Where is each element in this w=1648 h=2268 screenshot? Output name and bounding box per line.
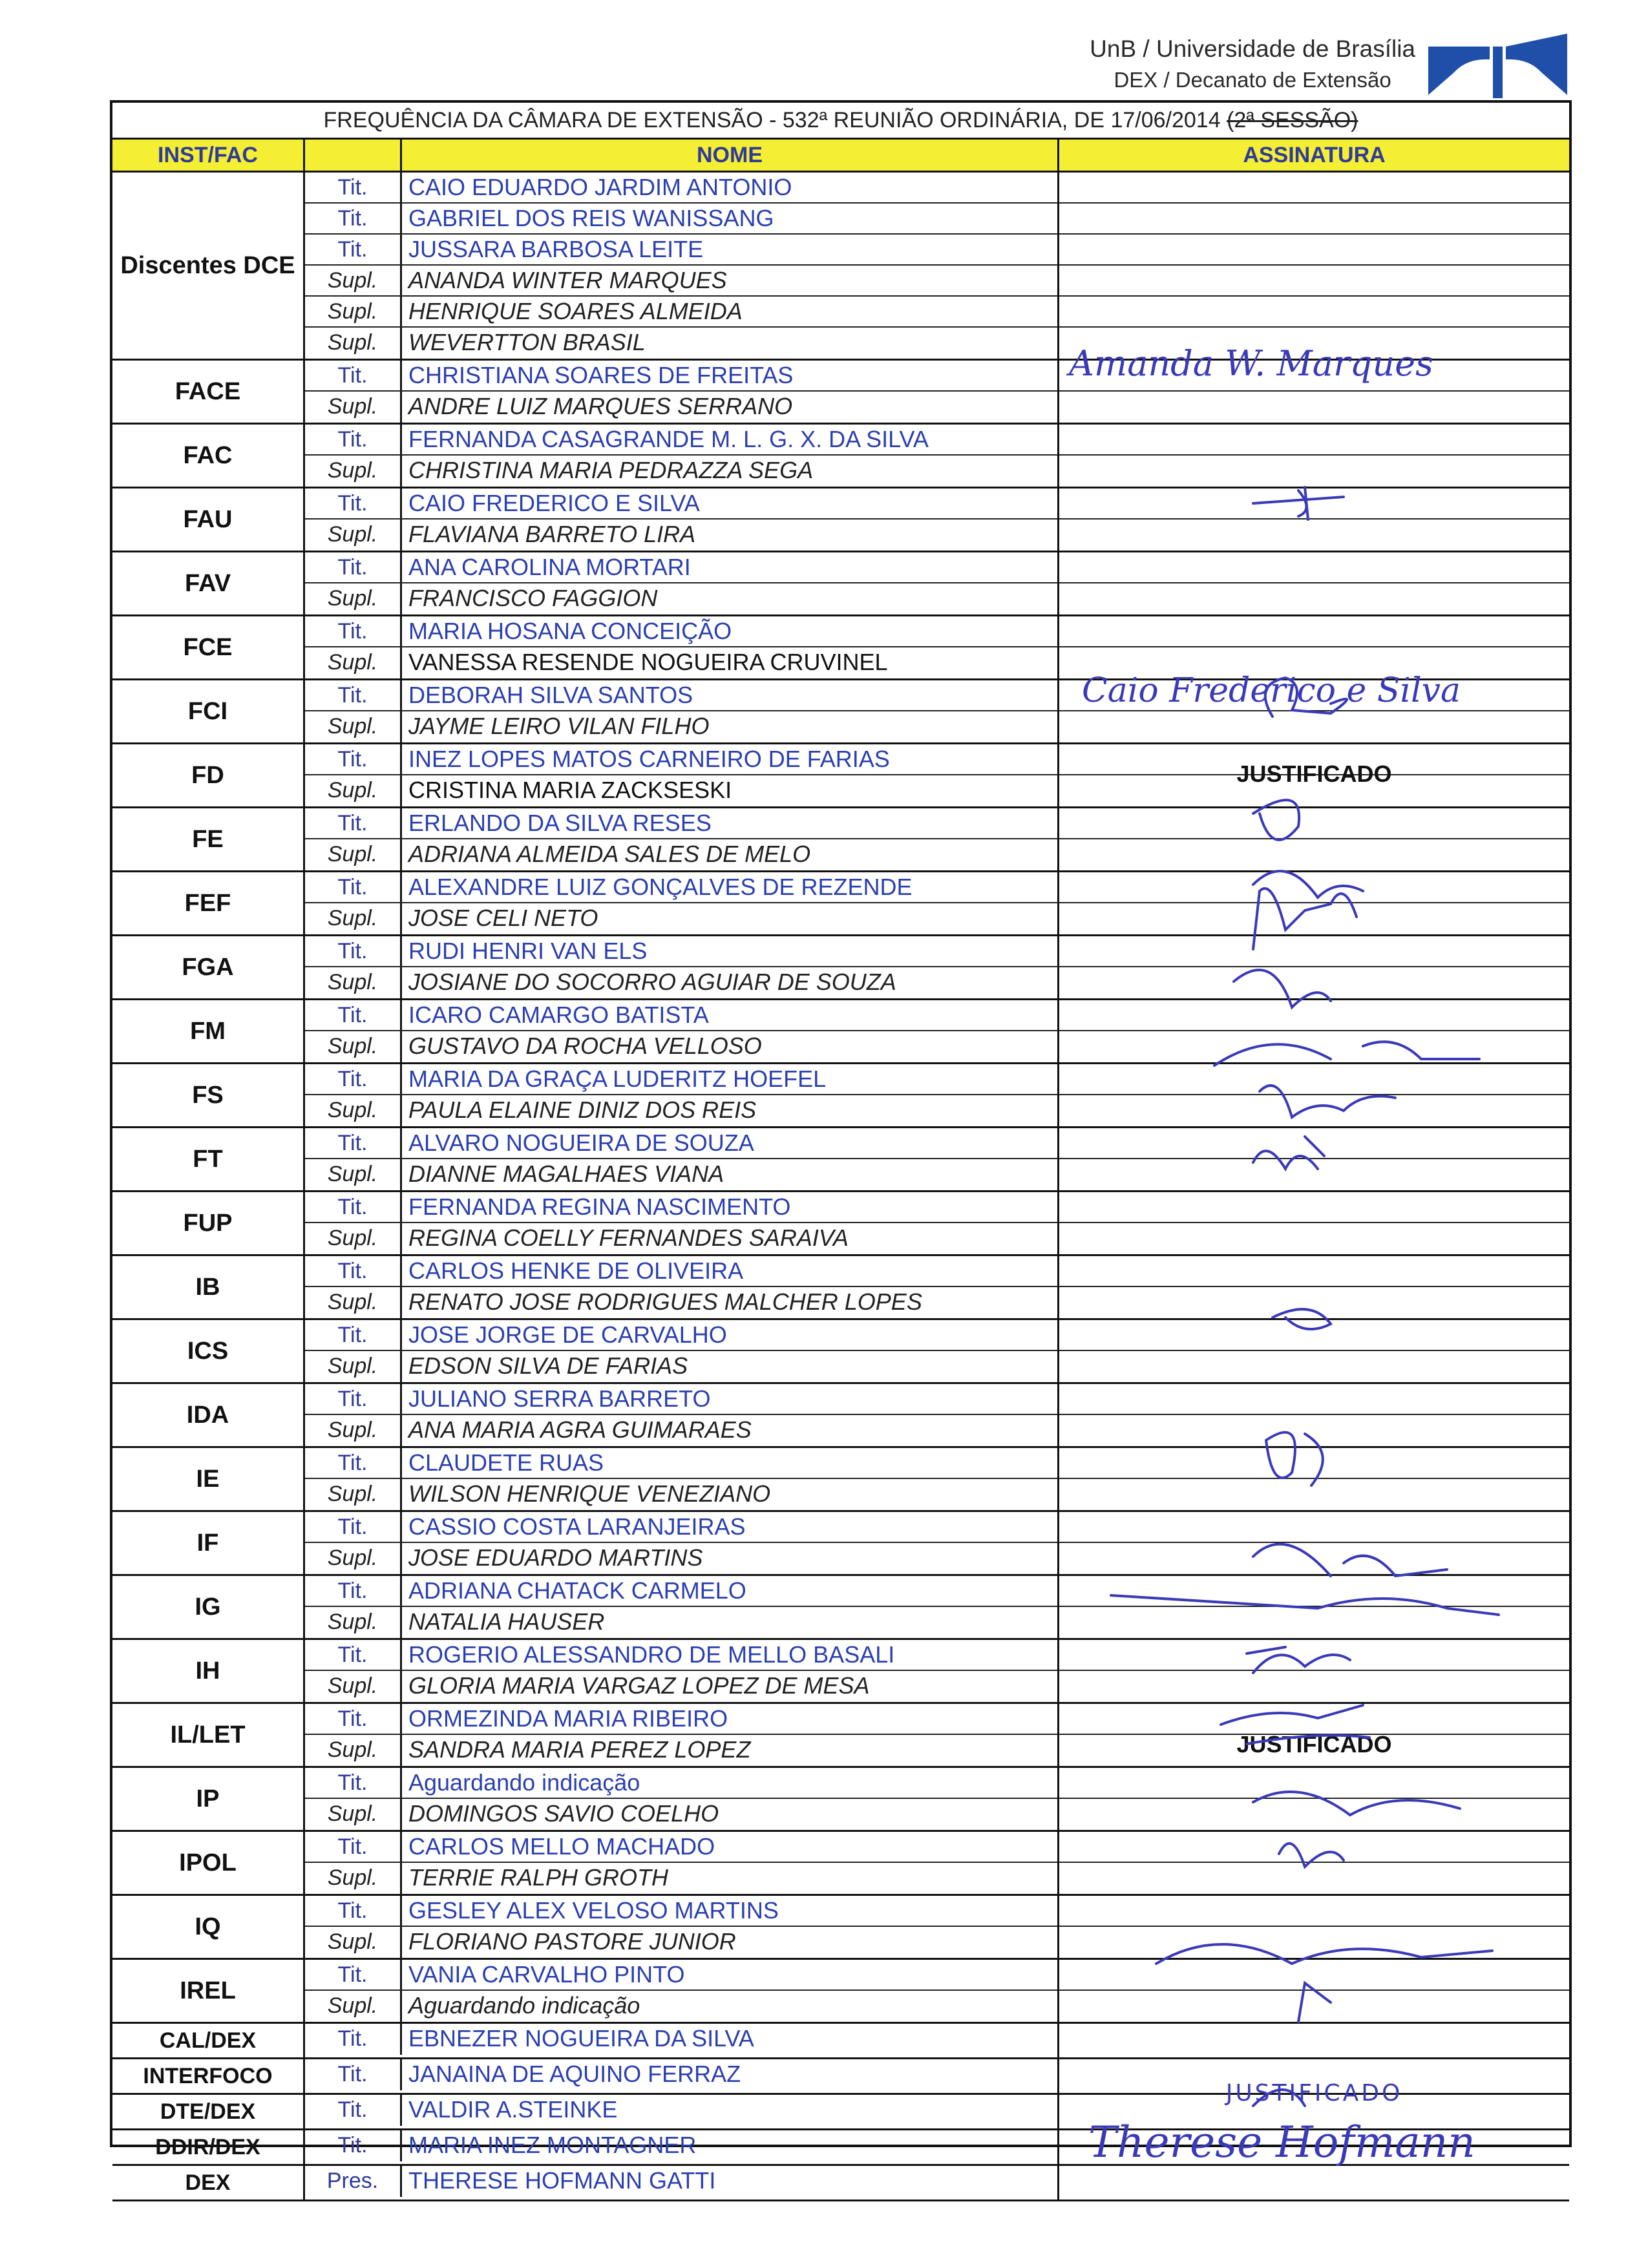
member-name: FLAVIANA BARRETO LIRA: [408, 521, 696, 547]
member-row: [305, 1512, 1057, 1543]
member-role: Tit.: [305, 552, 402, 582]
member-name: SANDRA MARIA PEREZ LOPEZ: [408, 1736, 751, 1763]
member-row: [305, 2059, 1057, 2090]
member-name: VANIA CARVALHO PINTO: [408, 1961, 685, 1988]
member-rows: [305, 488, 1059, 551]
member-row: [305, 328, 1057, 359]
member-role: Pres.: [305, 2166, 402, 2197]
member-row: [305, 2130, 1057, 2161]
member-name: VALDIR A.STEINKE: [408, 2096, 618, 2123]
member-row: [305, 583, 1057, 614]
org-line-1: UnB / Universidade de Brasília: [1090, 36, 1415, 62]
justificado-handwritten-mark: JUSTIFICADO: [1225, 2080, 1403, 2106]
institution-cell: IQ: [112, 1896, 305, 1958]
member-name: CHRISTIANA SOARES DE FREITAS: [408, 362, 794, 388]
col-name-header: NOME: [402, 140, 1059, 171]
institution-cell: IL/LET: [112, 1704, 305, 1766]
member-row: [305, 936, 1057, 967]
member-name: JULIANO SERRA BARRETO: [408, 1385, 711, 1412]
institution-cell: FAC: [112, 425, 305, 487]
institution-cell: CAL/DEX: [112, 2024, 305, 2057]
member-role: Supl.: [305, 1287, 402, 1318]
member-role: Tit.: [305, 2024, 402, 2055]
signature-cell[interactable]: [1059, 2166, 1569, 2200]
member-role: Supl.: [305, 967, 402, 998]
member-rows: [305, 1896, 1059, 1958]
member-name: WILSON HENRIQUE VENEZIANO: [408, 1480, 771, 1507]
member-role: Supl.: [305, 1415, 402, 1446]
institution-cell: ICS: [112, 1320, 305, 1382]
unb-logo-icon: [1428, 34, 1567, 98]
member-row: [305, 2024, 1057, 2055]
member-name: DIANNE MAGALHAES VIANA: [408, 1160, 724, 1187]
member-name: ADRIANA ALMEIDA SALES DE MELO: [408, 841, 811, 867]
member-name: GESLEY ALEX VELOSO MARTINS: [408, 1897, 779, 1924]
member-row: [305, 808, 1057, 839]
title-main: FREQUÊNCIA DA CÂMARA DE EXTENSÃO - 532ª REUNIÃO ORDINÁRIA, DE 17/06/2014: [323, 108, 1221, 132]
member-row: [305, 1095, 1057, 1126]
member-row: [305, 1960, 1057, 1991]
institution-cell: INTERFOCO: [112, 2059, 305, 2093]
member-role: Supl.: [305, 1799, 402, 1830]
member-role: Tit.: [305, 1704, 402, 1734]
member-name: ANANDA WINTER MARQUES: [408, 267, 727, 293]
member-role: Supl.: [305, 711, 402, 742]
signature-ananda: Amanda W. Marques: [1069, 343, 1433, 384]
member-name: HENRIQUE SOARES ALMEIDA: [408, 298, 743, 324]
member-name: CASSIO COSTA LARANJEIRAS: [408, 1513, 746, 1540]
col-role-header: [305, 140, 402, 171]
member-role: Tit.: [305, 488, 402, 518]
member-rows: [305, 173, 1059, 359]
institution-cell: IF: [112, 1512, 305, 1574]
member-rows: [305, 1000, 1059, 1062]
member-row: [305, 1159, 1057, 1190]
member-role: Tit.: [305, 1448, 402, 1478]
member-rows: [305, 1384, 1059, 1446]
institution-cell: DTE/DEX: [112, 2095, 305, 2128]
member-name: GUSTAVO DA ROCHA VELLOSO: [408, 1033, 762, 1059]
institution-cell: Discentes DCE: [112, 173, 305, 359]
member-row: [305, 1671, 1057, 1702]
member-role: Tit.: [305, 936, 402, 966]
member-rows: [305, 744, 1059, 806]
member-name: FERNANDA CASAGRANDE M. L. G. X. DA SILVA: [408, 426, 929, 452]
institution-cell: FAV: [112, 552, 305, 614]
institution-cell: FE: [112, 808, 305, 870]
member-name: ANA MARIA AGRA GUIMARAES: [408, 1416, 752, 1443]
member-role: Tit.: [305, 1256, 402, 1286]
member-row: [305, 1704, 1057, 1735]
member-rows: [305, 872, 1059, 934]
member-row: [305, 297, 1057, 328]
signature-caio-frederico: Caio Frederico e Silva: [1082, 671, 1461, 710]
institution-cell: FACE: [112, 361, 305, 423]
member-name: CHRISTINA MARIA PEDRAZZA SEGA: [408, 457, 814, 483]
signature-therese: Therese Hofmann: [1088, 2117, 1475, 2167]
member-rows: [305, 1832, 1059, 1894]
member-role: Supl.: [305, 1991, 402, 2022]
member-role: Tit.: [305, 1576, 402, 1606]
member-row: [305, 839, 1057, 870]
member-role: Tit.: [305, 1512, 402, 1542]
member-name: CARLOS HENKE DE OLIVEIRA: [408, 1257, 744, 1284]
institution-cell: FM: [112, 1000, 305, 1062]
member-name: ROGERIO ALESSANDRO DE MELLO BASALI: [408, 1641, 895, 1668]
member-row: [305, 616, 1057, 647]
member-rows: [305, 1512, 1059, 1574]
member-role: Supl.: [305, 1607, 402, 1638]
member-name: JUSSARA BARBOSA LEITE: [408, 236, 704, 262]
member-row: [305, 488, 1057, 520]
member-role: Supl.: [305, 1095, 402, 1126]
institution-cell: IH: [112, 1640, 305, 1702]
member-name: Aguardando indicação: [408, 1769, 640, 1796]
member-role: Tit.: [305, 1640, 402, 1670]
member-rows: [305, 1576, 1059, 1638]
member-name: EDSON SILVA DE FARIAS: [408, 1352, 688, 1379]
member-row: [305, 1607, 1057, 1638]
member-name: ANA CAROLINA MORTARI: [408, 554, 691, 580]
justificado-mark: JUSTIFICADO: [1236, 1731, 1392, 1758]
member-row: [305, 1479, 1057, 1510]
member-name: REGINA COELLY FERNANDES SARAIVA: [408, 1224, 849, 1251]
member-role: Tit.: [305, 1384, 402, 1414]
member-role: Supl.: [305, 775, 402, 806]
member-role: Supl.: [305, 839, 402, 870]
member-row: [305, 1384, 1057, 1415]
member-row: [305, 1064, 1057, 1095]
member-row: [305, 1991, 1057, 2022]
institution-cell: FEF: [112, 872, 305, 934]
member-name: Aguardando indicação: [408, 1992, 640, 2019]
member-row: [305, 1576, 1057, 1607]
member-row: [305, 775, 1057, 806]
institution-cell: FS: [112, 1064, 305, 1126]
member-row: [305, 425, 1057, 456]
member-row: [305, 1799, 1057, 1830]
member-row: [305, 744, 1057, 775]
member-name: GABRIEL DOS REIS WANISSANG: [408, 205, 774, 231]
handwritten-signatures: [1059, 167, 1574, 2150]
member-role: Supl.: [305, 1671, 402, 1702]
member-row: [305, 647, 1057, 678]
member-rows: [305, 2024, 1059, 2057]
member-rows: [305, 1256, 1059, 1318]
member-row: [305, 1223, 1057, 1254]
member-name: MARIA HOSANA CONCEIÇÃO: [408, 618, 732, 644]
member-role: Tit.: [305, 1896, 402, 1926]
member-role: Supl.: [305, 583, 402, 614]
member-name: CAIO FREDERICO E SILVA: [408, 490, 700, 516]
member-row: [305, 1832, 1057, 1863]
member-role: Supl.: [305, 456, 402, 487]
member-row: [305, 1543, 1057, 1574]
member-role: Tit.: [305, 744, 402, 774]
member-name: INEZ LOPES MATOS CARNEIRO DE FARIAS: [408, 746, 890, 772]
member-rows: [305, 1704, 1059, 1766]
member-name: MARIA INEZ MONTAGNER: [408, 2132, 697, 2158]
member-rows: [305, 936, 1059, 998]
institution-cell: DDIR/DEX: [112, 2130, 305, 2164]
member-role: Supl.: [305, 1031, 402, 1062]
member-role: Supl.: [305, 1863, 402, 1894]
member-name: FRANCISCO FAGGION: [408, 585, 658, 611]
sheet-title: [112, 103, 1569, 140]
member-name: RUDI HENRI VAN ELS: [408, 938, 648, 964]
member-name: FLORIANO PASTORE JUNIOR: [408, 1928, 736, 1955]
member-rows: [305, 616, 1059, 678]
institution-cell: DEX: [112, 2166, 305, 2200]
member-role: Supl.: [305, 1479, 402, 1510]
member-name: JOSE JORGE DE CARVALHO: [408, 1321, 727, 1348]
member-role: Tit.: [305, 680, 402, 710]
member-name: ANDRE LUIZ MARQUES SERRANO: [408, 393, 793, 419]
member-row: [305, 1896, 1057, 1927]
member-role: Supl.: [305, 647, 402, 678]
member-name: PAULA ELAINE DINIZ DOS REIS: [408, 1097, 757, 1123]
member-role: Tit.: [305, 872, 402, 902]
member-row: [305, 1927, 1057, 1958]
member-row: [305, 266, 1057, 297]
member-row: [305, 1128, 1057, 1159]
member-row: [305, 680, 1057, 711]
member-role: Tit.: [305, 2130, 402, 2161]
member-role: Tit.: [305, 2059, 402, 2090]
member-role: Tit.: [305, 1000, 402, 1030]
member-row: [305, 2166, 1057, 2197]
member-row: [305, 520, 1057, 551]
member-role: Tit.: [305, 2095, 402, 2126]
member-row: [305, 1287, 1057, 1318]
member-row: [305, 456, 1057, 487]
institution-cell: FCI: [112, 680, 305, 742]
member-name: JOSE EDUARDO MARTINS: [408, 1544, 703, 1571]
member-role: Tit.: [305, 1320, 402, 1350]
member-row: [305, 204, 1057, 235]
member-name: ICARO CAMARGO BATISTA: [408, 1002, 709, 1028]
member-name: CLAUDETE RUAS: [408, 1449, 604, 1476]
member-role: Tit.: [305, 361, 402, 390]
member-role: Supl.: [305, 903, 402, 934]
attendance-sheet: [110, 100, 1572, 2195]
member-role: Supl.: [305, 392, 402, 423]
member-role: Supl.: [305, 1735, 402, 1766]
member-role: Tit.: [305, 1768, 402, 1798]
member-name: ADRIANA CHATACK CARMELO: [408, 1577, 746, 1604]
col-inst-header: INST/FAC: [112, 140, 305, 171]
member-rows: [305, 1448, 1059, 1510]
institution-cell: FAU: [112, 488, 305, 551]
justificado-mark: JUSTIFICADO: [1236, 761, 1392, 787]
member-role: Tit.: [305, 808, 402, 838]
member-rows: [305, 2095, 1059, 2128]
member-row: [305, 711, 1057, 742]
member-name: NATALIA HAUSER: [408, 1608, 605, 1635]
org-line-2: DEX / Decanato de Extensão: [1114, 68, 1391, 92]
member-role: Supl.: [305, 1927, 402, 1958]
member-rows: [305, 361, 1059, 423]
member-rows: [305, 1640, 1059, 1702]
member-rows: [305, 1320, 1059, 1382]
member-name: CRISTINA MARIA ZACKSESKI: [408, 777, 732, 803]
member-role: Supl.: [305, 1159, 402, 1190]
member-name: RENATO JOSE RODRIGUES MALCHER LOPES: [408, 1288, 922, 1315]
member-role: Tit.: [305, 1064, 402, 1094]
title-session: (2ª SESSÃO): [1227, 108, 1358, 132]
institution-cell: FT: [112, 1128, 305, 1190]
institution-cell: IB: [112, 1256, 305, 1318]
member-role: Tit.: [305, 1960, 402, 1990]
member-role: Tit.: [305, 1192, 402, 1222]
member-row: [305, 392, 1057, 423]
member-name: WEVERTTON BRASIL: [408, 329, 646, 355]
member-name: JANAINA DE AQUINO FERRAZ: [408, 2061, 741, 2087]
member-rows: [305, 808, 1059, 870]
member-name: ALEXANDRE LUIZ GONÇALVES DE REZENDE: [408, 874, 913, 900]
institution-cell: IPOL: [112, 1832, 305, 1894]
member-row: [305, 1640, 1057, 1671]
member-name: JOSIANE DO SOCORRO AGUIAR DE SOUZA: [408, 969, 896, 995]
member-row: [305, 1031, 1057, 1062]
member-name: MARIA DA GRAÇA LUDERITZ HOEFEL: [408, 1066, 827, 1092]
institution-header: [1090, 34, 1415, 96]
member-name: CAIO EDUARDO JARDIM ANTONIO: [408, 174, 792, 200]
member-role: Supl.: [305, 1223, 402, 1254]
member-name: DOMINGOS SAVIO COELHO: [408, 1800, 719, 1827]
institution-cell: FD: [112, 744, 305, 806]
member-rows: [305, 1128, 1059, 1190]
member-rows: [305, 1064, 1059, 1126]
member-row: [305, 1192, 1057, 1223]
member-row: [305, 1768, 1057, 1799]
member-name: JAYME LEIRO VILAN FILHO: [408, 713, 710, 739]
member-role: Supl.: [305, 1351, 402, 1382]
member-role: Supl.: [305, 520, 402, 551]
member-role: Supl.: [305, 297, 402, 326]
institution-cell: FGA: [112, 936, 305, 998]
member-row: [305, 1000, 1057, 1031]
member-name: THERESE HOFMANN GATTI: [408, 2167, 716, 2194]
member-rows: [305, 2166, 1059, 2200]
member-role: Tit.: [305, 204, 402, 233]
member-rows: [305, 2059, 1059, 2093]
member-row: [305, 361, 1057, 392]
member-row: [305, 1863, 1057, 1894]
member-rows: [305, 1192, 1059, 1254]
institution-cell: FCE: [112, 616, 305, 678]
member-rows: [305, 1960, 1059, 2022]
member-row: [305, 235, 1057, 266]
member-name: ORMEZINDA MARIA RIBEIRO: [408, 1705, 728, 1732]
member-name: VANESSA RESENDE NOGUEIRA CRUVINEL: [408, 649, 888, 675]
member-row: [305, 967, 1057, 998]
member-role: Tit.: [305, 1832, 402, 1862]
member-row: [305, 1320, 1057, 1351]
member-name: EBNEZER NOGUEIRA DA SILVA: [408, 2025, 754, 2052]
member-name: FERNANDA REGINA NASCIMENTO: [408, 1193, 791, 1220]
member-rows: [305, 552, 1059, 614]
member-row: [305, 903, 1057, 934]
member-rows: [305, 425, 1059, 487]
member-role: Supl.: [305, 328, 402, 359]
institution-cell: IREL: [112, 1960, 305, 2022]
member-role: Supl.: [305, 1543, 402, 1574]
institution-cell: IDA: [112, 1384, 305, 1446]
member-name: GLORIA MARIA VARGAZ LOPEZ DE MESA: [408, 1672, 870, 1699]
member-role: Tit.: [305, 173, 402, 202]
member-rows: [305, 680, 1059, 742]
member-role: Tit.: [305, 425, 402, 454]
member-row: [305, 552, 1057, 583]
member-name: TERRIE RALPH GROTH: [408, 1864, 669, 1891]
member-row: [305, 1735, 1057, 1766]
member-name: DEBORAH SILVA SANTOS: [408, 682, 693, 708]
member-row: [305, 872, 1057, 903]
member-name: ERLANDO DA SILVA RESES: [408, 810, 712, 836]
institution-cell: IG: [112, 1576, 305, 1638]
institution-cell: IE: [112, 1448, 305, 1510]
member-role: Tit.: [305, 235, 402, 264]
member-row: [305, 173, 1057, 204]
institution-cell: FUP: [112, 1192, 305, 1254]
member-rows: [305, 2130, 1059, 2164]
member-row: [305, 1415, 1057, 1446]
member-row: [305, 1448, 1057, 1479]
member-role: Supl.: [305, 266, 402, 295]
member-row: [305, 2095, 1057, 2126]
col-signature-header: ASSINATURA: [1243, 142, 1386, 167]
member-name: CARLOS MELLO MACHADO: [408, 1833, 715, 1860]
institution-cell: IP: [112, 1768, 305, 1830]
member-name: JOSE CELI NETO: [408, 905, 598, 931]
member-row: [305, 1256, 1057, 1287]
member-name: ALVARO NOGUEIRA DE SOUZA: [408, 1129, 754, 1156]
member-group: [112, 2166, 1569, 2201]
member-row: [305, 1351, 1057, 1382]
member-role: Tit.: [305, 1128, 402, 1158]
member-rows: [305, 1768, 1059, 1830]
member-role: Tit.: [305, 616, 402, 646]
